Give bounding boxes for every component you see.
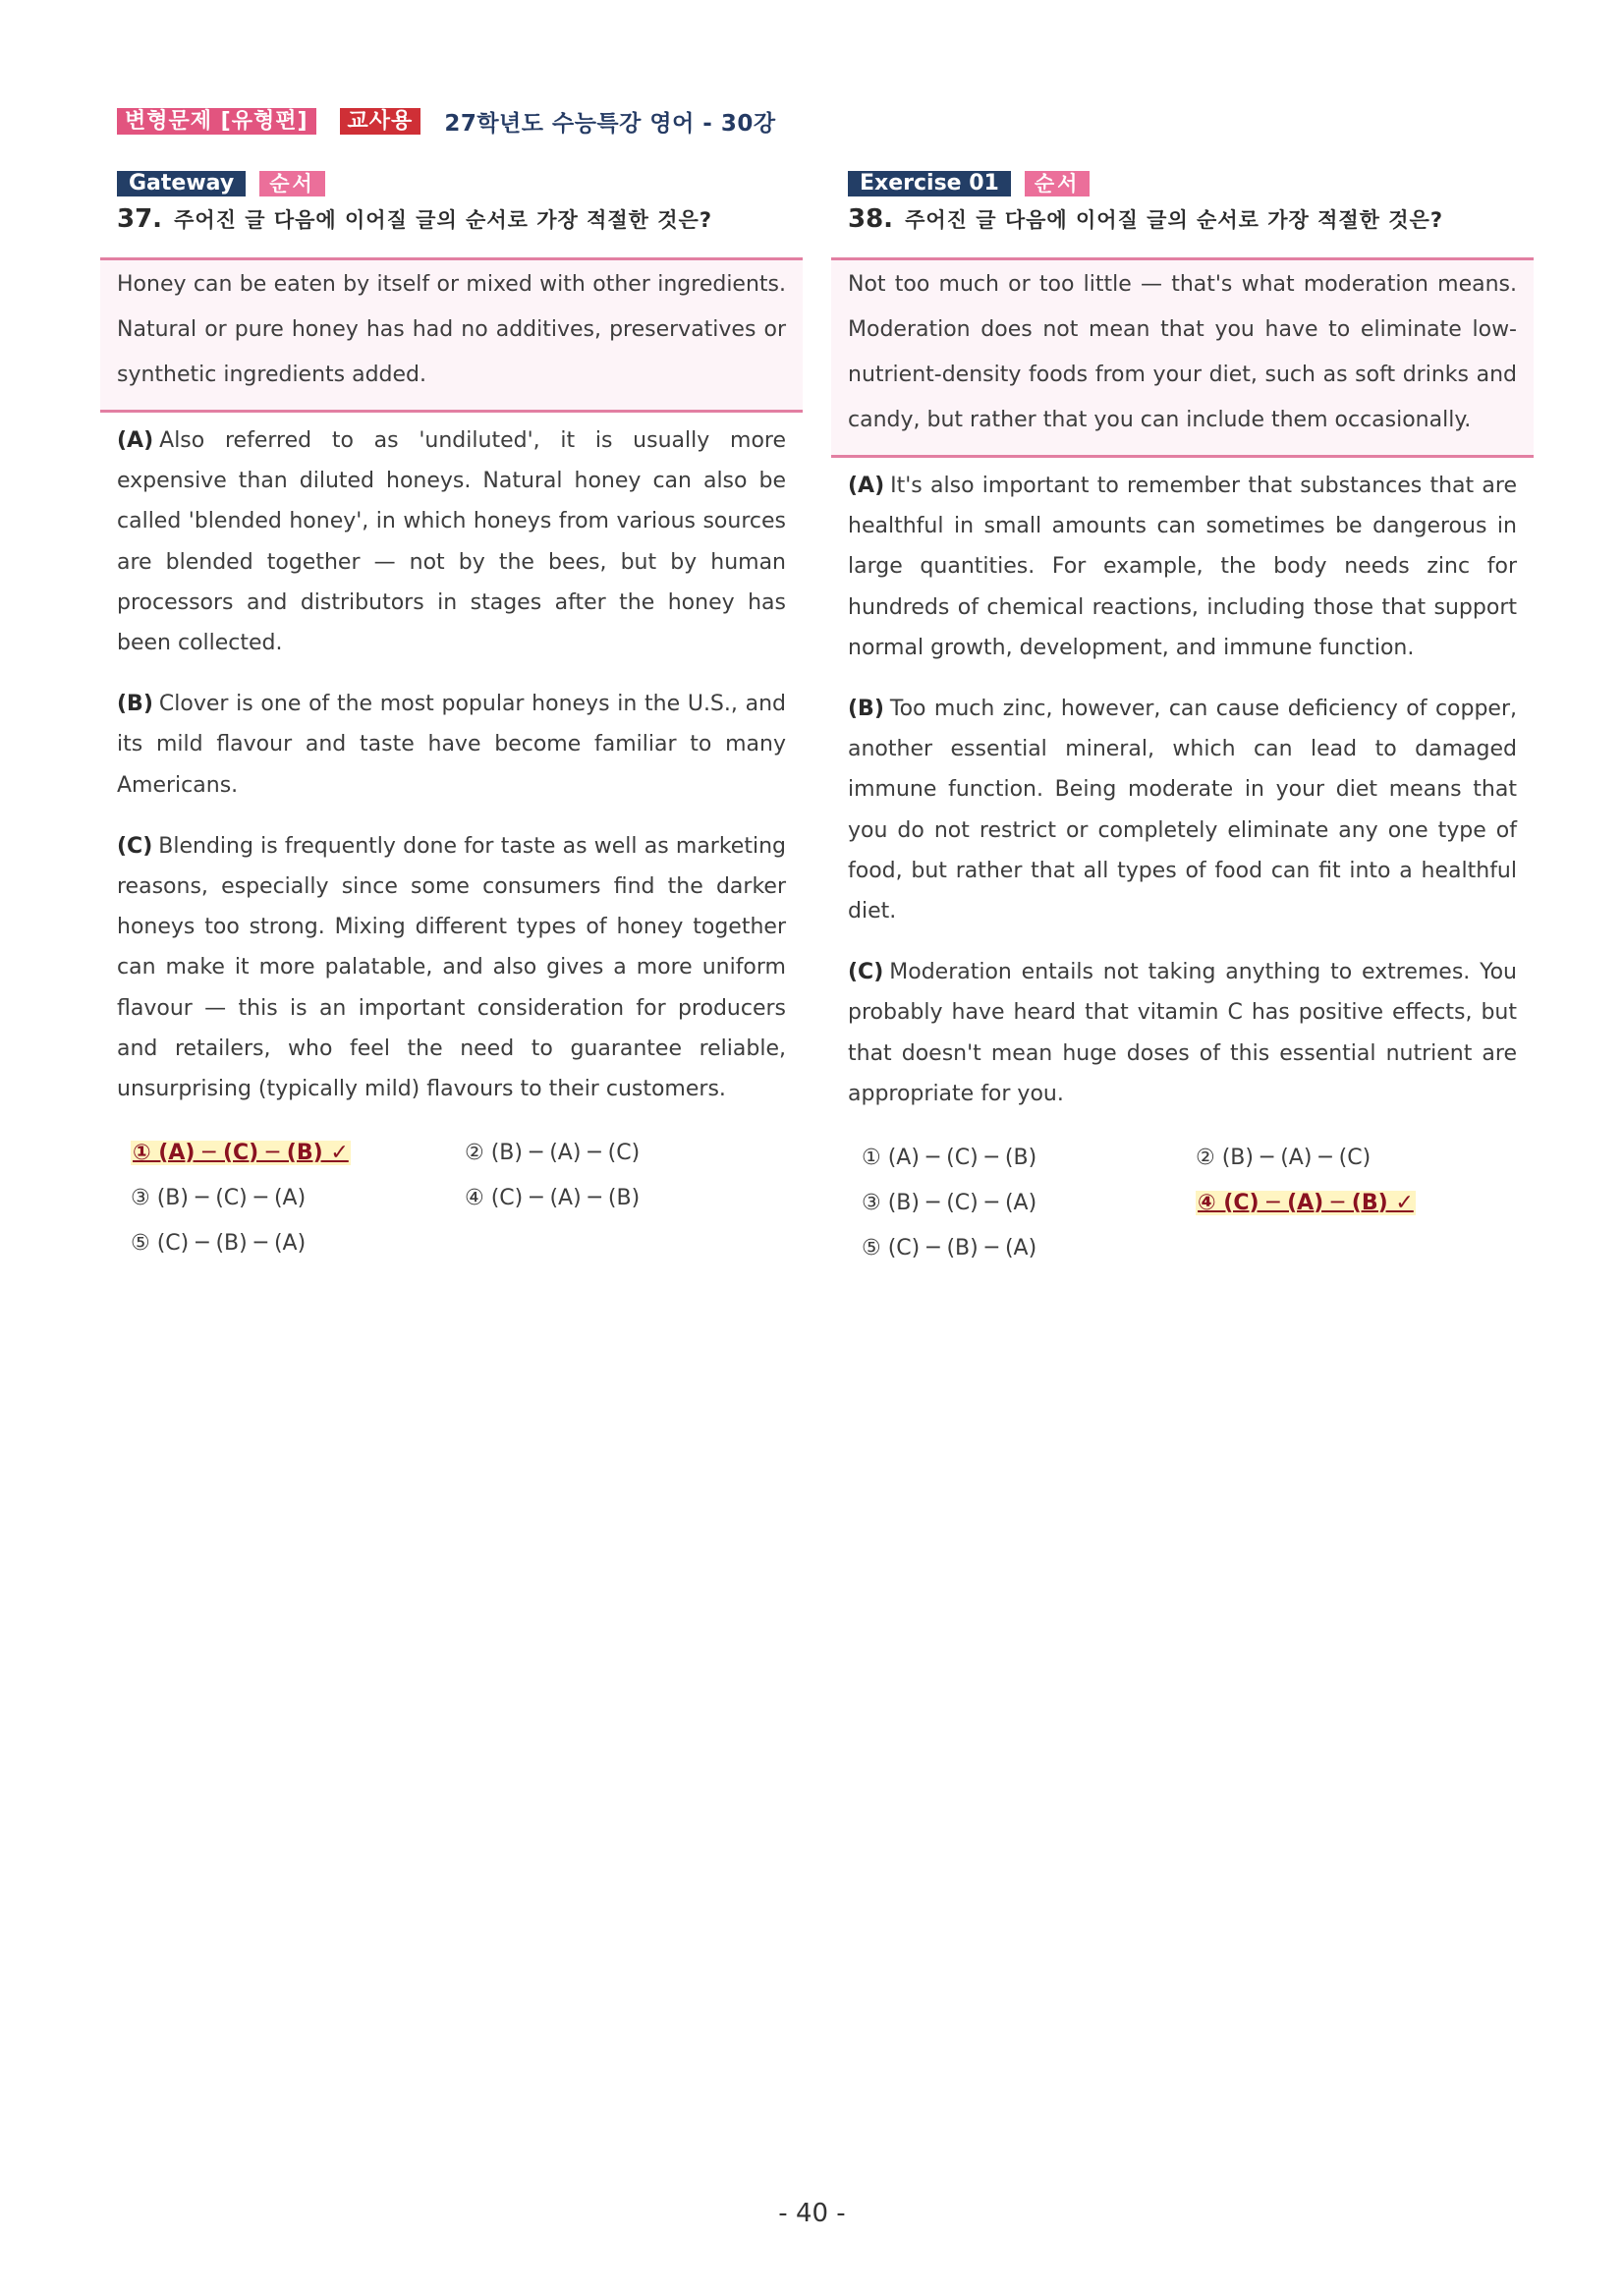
given-passage <box>831 257 1534 458</box>
sub-passages <box>100 420 803 1109</box>
passage-label: (C) <box>117 833 153 859</box>
question-title <box>831 204 1534 240</box>
category-badge: 순서 <box>259 171 325 196</box>
question-number: 37. <box>117 204 163 234</box>
question-title <box>100 204 803 240</box>
choice-3[interactable]: ③ (B) ─ (C) ─ (A) <box>862 1190 1037 1215</box>
passage-text: Moderation entails not taking anything to extremes. You probably have heard that vitamin C has positive effects, but that doesn't mean huge doses of this essential nutrient are appropriate for you. <box>848 960 1517 1106</box>
question-number: 38. <box>848 204 894 234</box>
passage-label: (B) <box>117 692 153 717</box>
page-title: 27학년도 수능특강 영어 - 30강 <box>444 110 776 137</box>
passage-a <box>117 420 786 663</box>
passage-text: Too much zinc, however, can cause deficiency of copper, another essential mineral, which can lead to damaged immune function. Being moderate in your diet means that you do not restrict or completely eliminate any one type of food, but rather that all types of food can fit into a healthful diet. <box>848 697 1517 924</box>
question-text: 주어진 글 다음에 이어질 글의 순서로 가장 적절한 것은? <box>174 208 713 232</box>
teacher-tag: 교사용 <box>340 108 421 135</box>
type-tag: 변형문제 [유형편] <box>117 108 316 135</box>
passage-a <box>848 466 1517 668</box>
passage-label: (A) <box>117 428 154 453</box>
given-passage <box>100 257 803 413</box>
passage-label: (C) <box>848 960 884 985</box>
question-38 <box>831 171 1534 1270</box>
section-badge: Gateway <box>117 171 246 196</box>
given-text: Honey can be eaten by itself or mixed with other ingredients. Natural or pure honey has had no additives, preservatives or synthetic ingredients added. <box>117 272 786 387</box>
passage-label: (A) <box>848 474 885 498</box>
choice-4[interactable]: ④ (C) ─ (A) ─ (B) ✓ <box>1198 1190 1414 1215</box>
given-text: Not too much or too little — that's what moderation means. Moderation does not mean that you have to eliminate low-nutrient-density foods from your diet, such as soft drinks and candy, but rather that you can include them occasionally. <box>848 272 1517 432</box>
choice-2[interactable]: ② (B) ─ (A) ─ (C) <box>465 1140 641 1165</box>
answer-choices <box>831 1135 1534 1270</box>
choice-1[interactable]: ① (A) ─ (C) ─ (B) ✓ <box>133 1140 349 1165</box>
choice-5[interactable]: ⑤ (C) ─ (B) ─ (A) <box>131 1230 307 1256</box>
choice-5[interactable]: ⑤ (C) ─ (B) ─ (A) <box>862 1235 1037 1260</box>
passage-text: Also referred to as 'undiluted', it is usually more expensive than diluted honeys. Natural honey can also be called 'blended honey', in which honeys from various sources are blended together — not by the bees, but by human processors and distributors in stages after the honey has been collected. <box>117 428 786 656</box>
question-badges <box>100 171 803 196</box>
passage-c <box>848 952 1517 1114</box>
passage-c <box>117 826 786 1109</box>
category-badge: 순서 <box>1025 171 1091 196</box>
choice-2[interactable]: ② (B) ─ (A) ─ (C) <box>1196 1145 1372 1170</box>
question-text: 주어진 글 다음에 이어질 글의 순서로 가장 적절한 것은? <box>905 208 1444 232</box>
page-header <box>117 106 776 136</box>
question-37 <box>100 171 803 1265</box>
passage-b <box>117 684 786 806</box>
passage-text: Clover is one of the most popular honeys in the U.S., and its mild flavour and taste have become familiar to many Americans. <box>117 692 786 798</box>
passage-text: Blending is frequently done for taste as well as marketing reasons, especially since some consumers find the darker honeys too strong. Mixing different types of honey together can make it more palatable, and also gives a more uniform flavour — this is an important consideration for producers and retailers, who feel the need to guarantee reliable, unsurprising (typically mild) flavours to their customers. <box>117 833 786 1102</box>
answer-choices <box>100 1130 803 1265</box>
choice-4[interactable]: ④ (C) ─ (A) ─ (B) <box>465 1185 641 1210</box>
question-badges <box>831 171 1534 196</box>
choice-1[interactable]: ① (A) ─ (C) ─ (B) <box>862 1145 1037 1170</box>
sub-passages <box>831 466 1534 1114</box>
passage-label: (B) <box>848 697 884 722</box>
passage-b <box>848 689 1517 931</box>
page-number: - 40 - <box>778 2199 846 2228</box>
choice-3[interactable]: ③ (B) ─ (C) ─ (A) <box>131 1185 307 1210</box>
passage-text: It's also important to remember that substances that are healthful in small amounts can sometimes be dangerous in large quantities. For example, the body needs zinc for hundreds of chemical reactions, including those that support normal growth, development, and immune function. <box>848 474 1517 660</box>
section-badge: Exercise 01 <box>848 171 1011 196</box>
